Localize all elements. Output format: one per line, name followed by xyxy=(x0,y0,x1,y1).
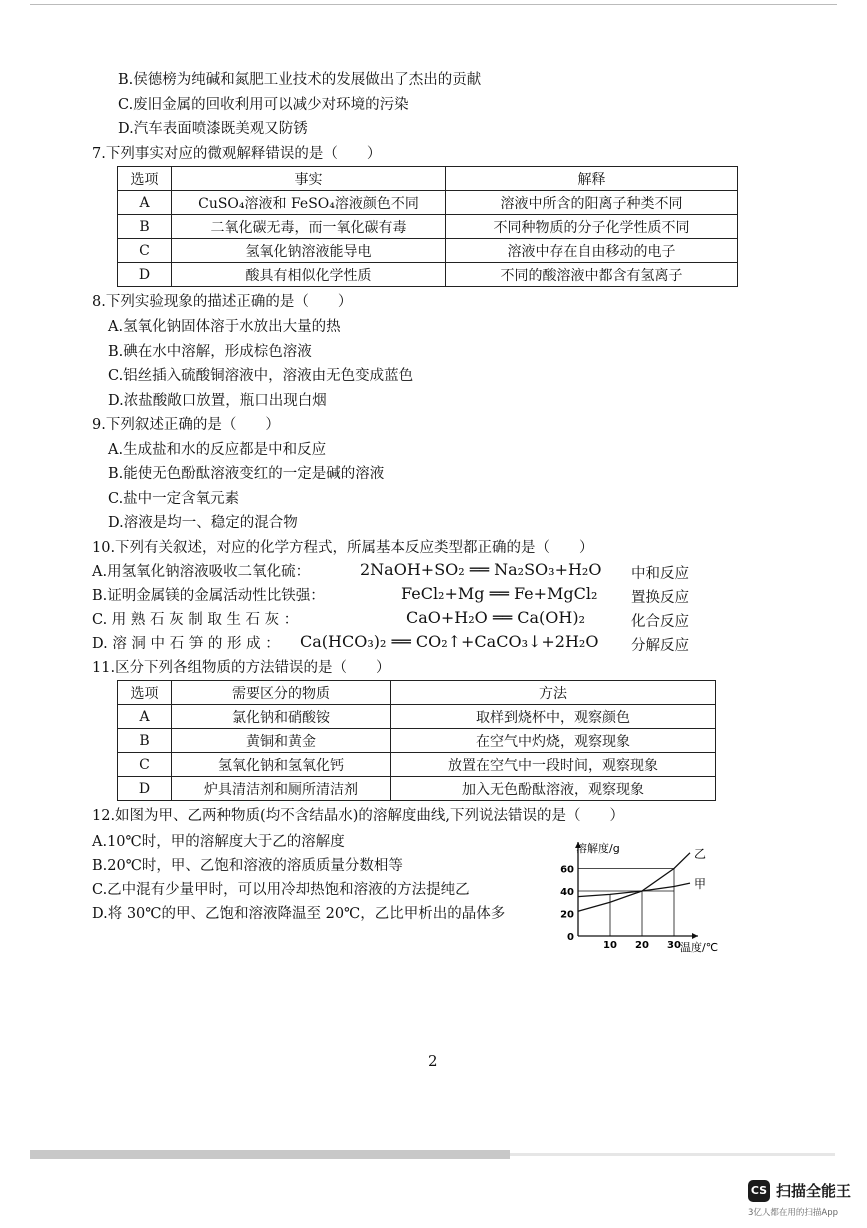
table-cell: D xyxy=(118,263,172,287)
q9-stem: 9.下列叙述正确的是（ ） xyxy=(92,417,280,433)
table-cell: 氯化钠和硝酸铵 xyxy=(172,705,391,729)
table-cell: 酸具有相似化学性质 xyxy=(172,263,446,287)
table-cell: A xyxy=(118,705,172,729)
table-cell: 在空气中灼烧，观察现象 xyxy=(391,729,716,753)
header-cell: 需要区分的物质 xyxy=(172,681,391,705)
q12-stem: 12.如图为甲、乙两种物质(均不含结晶水)的溶解度曲线,下列说法错误的是（ ） xyxy=(92,808,624,824)
q10-d-text: D. 溶 洞 中 石 笋 的 形 成 ： xyxy=(92,636,280,652)
header-cell: 解释 xyxy=(446,167,738,191)
q10-c-text: C. 用 熟 石 灰 制 取 生 石 灰 ： xyxy=(92,612,299,628)
table-row xyxy=(118,239,738,263)
q10-c-type: 化合反应 xyxy=(631,614,689,630)
q10-b-equation: FeCl₂+Mg ══ Fe+MgCl₂ xyxy=(401,584,598,603)
q9-option-c: C.盐中一定含氧元素 xyxy=(108,491,240,507)
table-cell: C xyxy=(118,753,172,777)
header-cell: 方法 xyxy=(391,681,716,705)
q12-option-b: B.20℃时，甲、乙饱和溶液的溶质质量分数相等 xyxy=(92,858,403,874)
watermark-name: 扫描全能王 xyxy=(776,1182,852,1200)
q10-a-text: A.用氢氧化钠溶液吸收二氧化硫： xyxy=(92,564,311,580)
page-number: 2 xyxy=(428,1052,438,1070)
table-row xyxy=(118,191,738,215)
y-tick-label: 0 xyxy=(567,932,574,943)
q12-option-c: C.乙中混有少量甲时，可以用冷却热饱和溶液的方法提纯乙 xyxy=(92,882,470,898)
header-cell: 事实 xyxy=(172,167,446,191)
q11-stem: 11.区分下列各组物质的方法错误的是（ ） xyxy=(92,660,391,676)
q10-a-equation: 2NaOH+SO₂ ══ Na₂SO₃+H₂O xyxy=(360,560,602,579)
table-cell: C xyxy=(118,239,172,263)
table-cell: 二氧化碳无毒，而一氧化碳有毒 xyxy=(172,215,446,239)
q6-option-c: C.废旧金属的回收利用可以减少对环境的污染 xyxy=(118,97,409,113)
q7-table xyxy=(117,166,738,287)
q8-option-d: D.浓盐酸敞口放置，瓶口出现白烟 xyxy=(108,393,327,409)
table-row xyxy=(118,753,716,777)
series-label: 甲 xyxy=(694,877,707,892)
table-cell: A xyxy=(118,191,172,215)
table-header-row xyxy=(118,167,738,191)
header-cell: 选项 xyxy=(118,681,172,705)
table-header-row xyxy=(118,681,716,705)
series-label: 乙 xyxy=(694,846,707,861)
table-cell: 炉具清洁剂和厕所清洁剂 xyxy=(172,777,391,801)
q10-d-equation: Ca(HCO₃)₂ ══ CO₂↑+CaCO₃↓+2H₂O xyxy=(300,632,599,651)
x-axis-arrow xyxy=(692,933,698,939)
page-top-border xyxy=(30,0,837,5)
q10-b-text: B.证明金属镁的金属活动性比铁强： xyxy=(92,588,325,604)
header-cell: 选项 xyxy=(118,167,172,191)
y-axis-label: 溶解度/g xyxy=(576,842,620,855)
x-tick-label: 20 xyxy=(635,940,649,951)
q11-table xyxy=(117,680,716,801)
table-row xyxy=(118,777,716,801)
x-axis-label: 温度/℃ xyxy=(680,941,719,953)
y-tick-label: 60 xyxy=(560,864,574,876)
q9-option-d: D.溶液是均一、稳定的混合物 xyxy=(108,515,298,531)
scrollbar-thumb xyxy=(30,1150,510,1159)
camscanner-logo-icon: CS xyxy=(748,1180,770,1202)
q8-option-c: C.铝丝插入硫酸铜溶液中，溶液由无色变成蓝色 xyxy=(108,368,414,384)
series-line-甲 xyxy=(578,883,690,897)
table-cell: D xyxy=(118,777,172,801)
q10-stem: 10.下列有关叙述，对应的化学方程式，所属基本反应类型都正确的是（ ） xyxy=(92,540,594,556)
series-line-乙 xyxy=(578,853,690,912)
x-tick-label: 30 xyxy=(667,940,681,951)
table-cell: 加入无色酚酞溶液，观察现象 xyxy=(391,777,716,801)
table-cell: 氢氧化钠溶液能导电 xyxy=(172,239,446,263)
q6-option-b: B.侯德榜为纯碱和氮肥工业技术的发展做出了杰出的贡献 xyxy=(118,72,482,88)
table-row xyxy=(118,705,716,729)
table-cell: 不同种物质的分子化学性质不同 xyxy=(446,215,738,239)
table-cell: 溶液中存在自由移动的电子 xyxy=(446,239,738,263)
table-cell: CuSO₄溶液和 FeSO₄溶液颜色不同 xyxy=(172,191,446,215)
table-cell: 氢氧化钠和氢氧化钙 xyxy=(172,753,391,777)
x-tick-label: 10 xyxy=(603,940,617,951)
q6-option-d: D.汽车表面喷漆既美观又防锈 xyxy=(118,121,308,137)
q10-b-type: 置换反应 xyxy=(631,590,689,606)
q10-c-equation: CaO+H₂O ══ Ca(OH)₂ xyxy=(406,608,585,627)
table-row xyxy=(118,263,738,287)
table-cell: 取样到烧杯中，观察颜色 xyxy=(391,705,716,729)
table-cell: 黄铜和黄金 xyxy=(172,729,391,753)
solubility-chart xyxy=(555,838,740,953)
q10-a-type: 中和反应 xyxy=(631,566,689,582)
watermark-tagline: 3亿人都在用的扫描App xyxy=(748,1208,839,1218)
table-cell: 不同的酸溶液中都含有氢离子 xyxy=(446,263,738,287)
table-cell: B xyxy=(118,215,172,239)
y-tick-label: 20 xyxy=(560,909,574,921)
table-row xyxy=(118,729,716,753)
table-cell: 溶液中所含的阳离子种类不同 xyxy=(446,191,738,215)
table-cell: 放置在空气中一段时间，观察现象 xyxy=(391,753,716,777)
q9-option-a: A.生成盐和水的反应都是中和反应 xyxy=(108,442,327,458)
table-cell: B xyxy=(118,729,172,753)
y-tick-label: 40 xyxy=(560,887,574,898)
table-row xyxy=(118,215,738,239)
q8-option-b: B.碘在水中溶解，形成棕色溶液 xyxy=(108,344,312,360)
q12-option-d: D.将 30℃的甲、乙饱和溶液降温至 20℃，乙比甲析出的晶体多 xyxy=(92,906,506,922)
q8-option-a: A.氢氧化钠固体溶于水放出大量的热 xyxy=(108,319,341,335)
q12-option-a: A.10℃时，甲的溶解度大于乙的溶解度 xyxy=(92,834,345,850)
q9-option-b: B.能使无色酚酞溶液变红的一定是碱的溶液 xyxy=(108,466,385,482)
q7-stem: 7.下列事实对应的微观解释错误的是（ ） xyxy=(92,146,382,162)
q8-stem: 8.下列实验现象的描述正确的是（ ） xyxy=(92,294,353,310)
q10-d-type: 分解反应 xyxy=(631,638,689,654)
